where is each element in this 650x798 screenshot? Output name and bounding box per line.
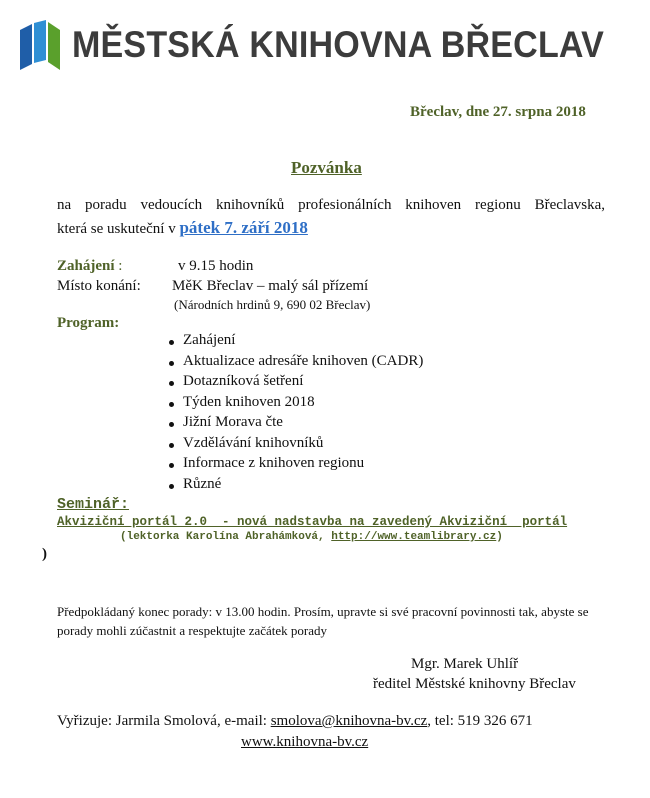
seminar-text: Akviziční portál 2.0 - nová nadstavba na zavedený Akviziční portál <box>57 515 568 529</box>
signature-name: Mgr. Marek Uhlíř <box>411 656 519 672</box>
program-item: Informace z knihoven regionu <box>166 455 423 476</box>
seminar-label: Seminář: <box>57 496 130 513</box>
contact-prefix: Vyřizuje: Jarmila Smolová, e-mail: <box>57 713 271 729</box>
lector-prefix: (lektorka Karolína Abrahámková, <box>120 531 332 543</box>
program-item: Aktualizace adresáře knihoven (CADR) <box>166 353 423 374</box>
library-name-logo: MĚSTSKÁ KNIHOVNA BŘECLAV <box>72 24 605 65</box>
start-value: v 9.15 hodin <box>178 258 254 274</box>
stray-paren: ) <box>42 546 47 562</box>
contact-suffix: , tel: 519 326 671 <box>427 713 533 729</box>
place-value: MěK Břeclav – malý sál přízemí <box>172 278 369 294</box>
lector-suffix: ) <box>496 531 503 543</box>
website-link[interactable]: www.knihovna-bv.cz <box>241 734 369 750</box>
lector-url-link[interactable]: http://www.teamlibrary.cz <box>331 531 497 543</box>
intro-line-1: na poradu vedoucích knihovníků profesionálních knihoven regionu Břeclavska, <box>57 197 605 213</box>
contact-line <box>57 713 533 730</box>
start-label: Zahájení <box>57 258 115 274</box>
program-item: Jižní Morava čte <box>166 414 423 435</box>
intro-prefix: která se uskuteční v <box>57 221 180 237</box>
place-label: Místo konání: <box>57 278 141 294</box>
signature-title: ředitel Městské knihovny Břeclav <box>373 676 576 692</box>
intro-line-2 <box>57 218 308 238</box>
meeting-date-link[interactable]: pátek 7. září 2018 <box>179 218 308 237</box>
start-label-row <box>57 258 122 275</box>
start-separator: : <box>114 258 123 274</box>
letter-title: Pozvánka <box>291 158 362 177</box>
contact-email-link[interactable]: smolova@knihovna-bv.cz <box>270 713 428 729</box>
address: (Národních hrdinů 9, 690 02 Břeclav) <box>174 297 371 312</box>
open-book-icon <box>20 20 62 72</box>
program-list <box>166 332 423 496</box>
closing-note: Předpokládaný konec porady: v 13.00 hodin. Prosím, upravte si své pracovní povinnosti tak, abyste se porady mohli zúčastnit a respektujte začátek porady <box>57 604 589 638</box>
program-item: Týden knihoven 2018 <box>166 394 423 415</box>
program-item: Různé <box>166 476 423 497</box>
program-item: Dotazníková šetření <box>166 373 423 394</box>
lector-line <box>120 531 503 543</box>
program-label: Program: <box>57 315 120 331</box>
program-item: Vzdělávání knihovníků <box>166 435 423 456</box>
program-item: Zahájení <box>166 332 423 353</box>
letter-date: Břeclav, dne 27. srpna 2018 <box>410 104 586 120</box>
